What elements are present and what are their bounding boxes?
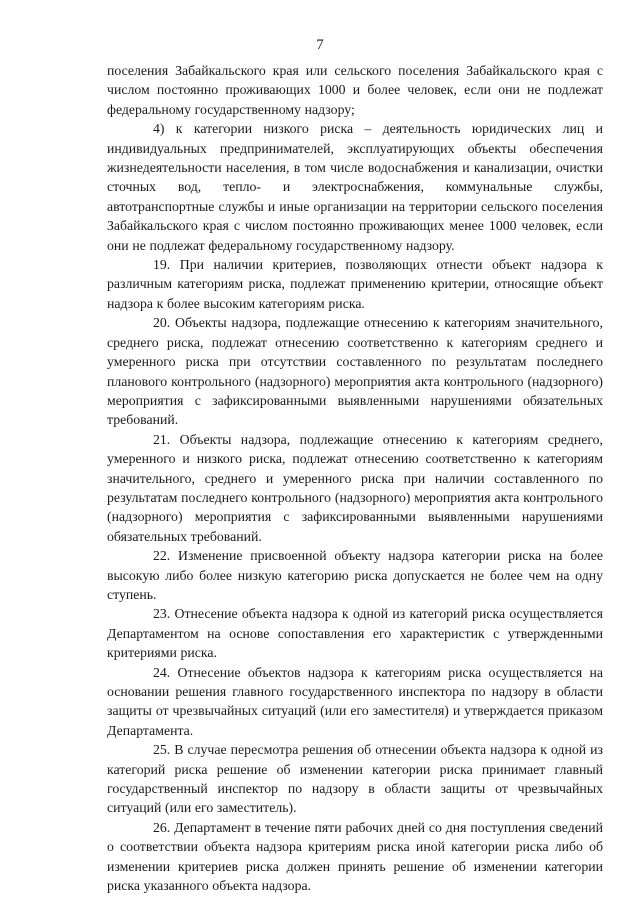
paragraph-22: 22. Изменение присвоенной объекту надзора категории риска на более высокую либо более низкую категорию риска допускается не более чем на одну ступень. [107,548,603,602]
paragraph-21: 21. Объекты надзора, подлежащие отнесению к категориям среднего, умеренного и низкого риска, подлежат отнесению соответственно к категориям значительного, среднего и умеренного риска при наличии составленного по результатам последнего контрольного (надзорного) мероприятия акта контрольного (надзорного) мероприятия с зафиксированными выявленными нарушениями обязательных требований. [107,431,603,544]
paragraph-continuation: поселения Забайкальского края или сельского поселения Забайкальского края с числом постоянно проживающих 1000 и более человек, если они не подлежат федеральному государственному надзору; [107,63,603,117]
page-number: 7 [316,37,324,53]
paragraph-19: 19. При наличии критериев, позволяющих отнести объект надзора к различным категориям риска, подлежат применению критерии, относящие объект надзора к более высоким категориям риска. [107,257,603,311]
paragraph-item-4-low-risk: 4) к категории низкого риска – деятельность юридических лиц и индивидуальных предпринимателей, эксплуатирующих объекты обеспечения жизнедеятельности населения, в том числе водоснабжения и канализации, очистки сточных вод, тепло- и электроснабжения, коммунальные службы, автотранспортные службы и иные организации на территории сельского поселения Забайкальского края с числом постоянно проживающих менее 1000 человек, если они не подлежат федеральному государственному надзору. [107,121,603,253]
paragraph-26: 26. Департамент в течение пяти рабочих дней со дня поступления сведений о соответствии объекта надзора критериям риска иной категории риска либо об изменении критериев риска должен принять решение об изменении категории риска указанного объекта надзора. [107,819,603,894]
paragraph-20: 20. Объекты надзора, подлежащие отнесению к категориям значительного, среднего риска, подлежат отнесению соответственно к категориям среднего и умеренного риска при отсутствии составленного по результатам последнего планового контрольного (надзорного) мероприятия акта контрольного (надзорного) мероприятия с зафиксированными выявленными нарушениями обязательных требований. [107,315,603,428]
paragraph-24: 24. Отнесение объектов надзора к категориям риска осуществляется на основании решения главного государственного инспектора по надзору в области защиты от чрезвычайных ситуаций (или его заместителя) и утверждается приказом Департамента. [107,664,603,738]
paragraph-25: 25. В случае пересмотра решения об отнесении объекта надзора к одной из категорий риска решение об изменении категории риска принимает главный государственный инспектор по надзору в области защиты от чрезвычайных ситуаций (или его заместитель). [107,742,603,816]
paragraph-23: 23. Отнесение объекта надзора к одной из категорий риска осуществляется Департаментом на основе сопоставления его характеристик с утвержденными критериями риска. [107,606,603,661]
document-body [107,61,603,895]
